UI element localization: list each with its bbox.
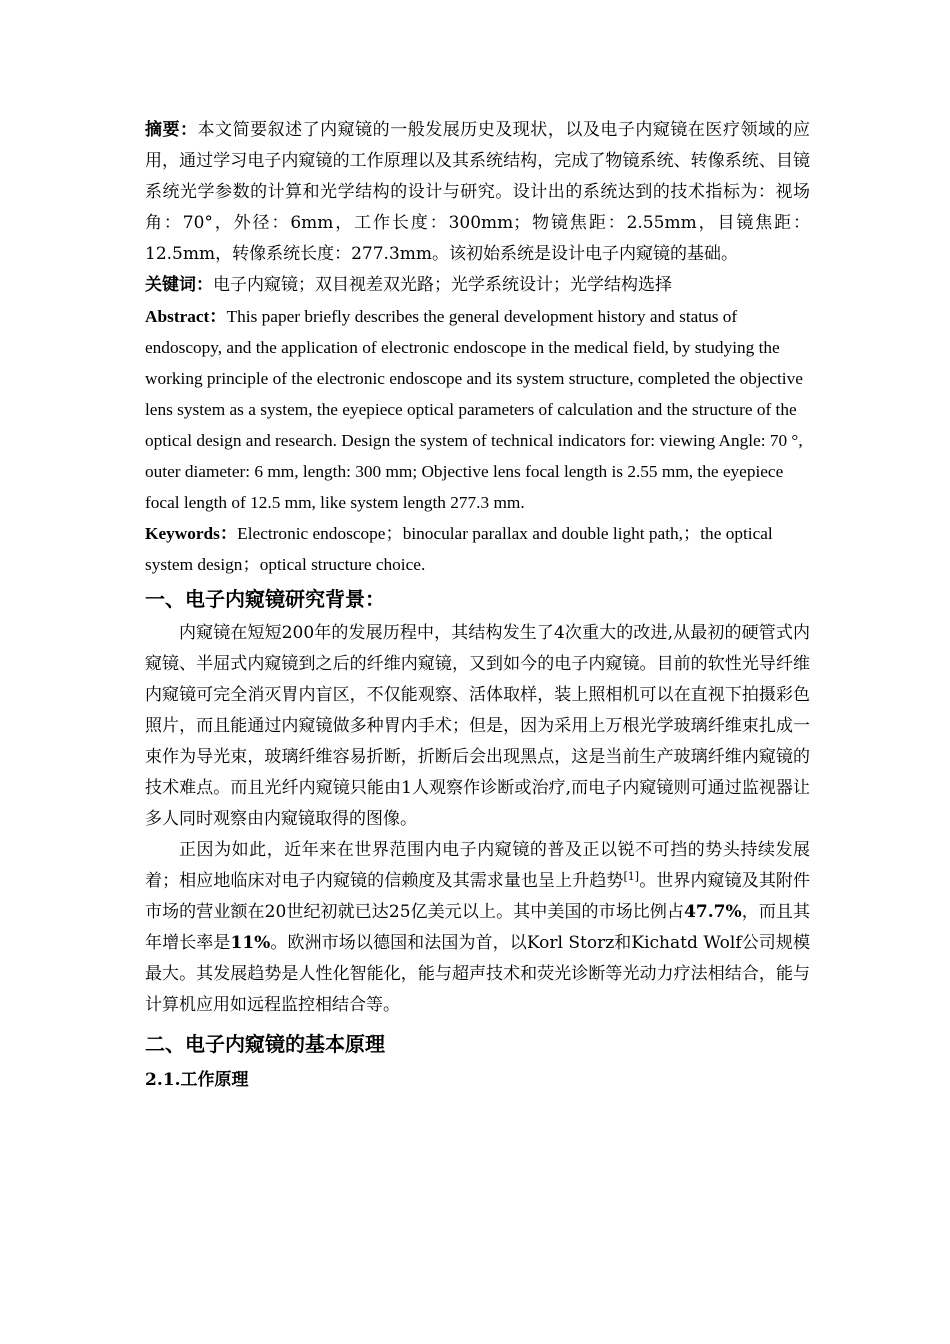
para2-text-a: 正因为如此，近年来在世界范围内电子内窥镜的普及正以锐不可挡的势头持续发展着；相应地临床对电子内窥镜的信赖度及其需求量也呈上升趋势 <box>145 840 810 891</box>
abstract-en <box>145 301 810 518</box>
keywords-cn-label: 关键词： <box>145 275 213 295</box>
document-page <box>145 115 810 1096</box>
keywords-cn <box>145 270 810 301</box>
keywords-en <box>145 518 810 580</box>
para2-text-b: 。世界内窥镜及其附件市场的营业额在20世纪初就已达25亿美元以上。其中美国的市场比例占 <box>145 871 811 922</box>
abstract-cn-label: 摘要： <box>145 120 198 140</box>
abstract-cn <box>145 115 810 270</box>
citation-ref: [1] <box>623 870 640 883</box>
section2-subheading: 2.1.工作原理 <box>145 1070 249 1090</box>
abstract-en-text: This paper briefly describes the general development history and status of endoscopy, and the application of electronic endoscope in the medical field, by studying the working principle of the electronic endoscope and its system structure, completed the objective lens system as a system, the eyepiece optical parameters of calculation and the structure of the optical design and research. Design the system of technical indicators for: viewing Angle: 70 °, outer diameter: 6 mm, length: 300 mm; Objective lens focal length is 2.55 mm, the eyepiece focal length of 12.5 mm, like system length 277.3 mm. <box>145 307 803 512</box>
keywords-en-text: Electronic endoscope；binocular parallax and double light path,；the optical system design；optical structure choice. <box>145 524 773 574</box>
abstract-cn-text: 本文简要叙述了内窥镜的一般发展历史及现状，以及电子内窥镜在医疗领域的应用，通过学习电子内窥镜的工作原理以及其系统结构，完成了物镜系统、转像系统、目镜系统光学参数的计算和光学结构的设计与研究。设计出的系统达到的技术指标为：视场角：70°，外径：6mm，工作长度：300mm；物镜焦距：2.55mm，目镜焦距：12.5mm，转像系统长度：277.3mm。该初始系统是设计电子内窥镜的基础。 <box>145 120 811 264</box>
keywords-cn-text: 电子内窥镜；双目视差双光路；光学系统设计；光学结构选择 <box>213 275 672 295</box>
section1-paragraph-1: 内窥镜在短短200年的发展历程中，其结构发生了4次重大的改进,从最初的硬管式内窥镜、半屈式内窥镜到之后的纤维内窥镜，又到如今的电子内窥镜。目前的软性光导纤维内窥镜可完全消灭胃内盲区，不仅能观察、活体取样，装上照相机可以在直视下拍摄彩色照片，而且能通过内窥镜做多种胃内手术；但是，因为采用上万根光学玻璃纤维束扎成一束作为导光束，玻璃纤维容易折断，折断后会出现黑点，这是当前生产玻璃纤维内窥镜的技术难点。而且光纤内窥镜只能由1人观察作诊断或治疗,而电子内窥镜则可通过监视器让多人同时观察由内窥镜取得的图像。 <box>145 623 810 829</box>
section2-heading: 二、电子内窥镜的基本原理 <box>145 1032 385 1056</box>
para2-text-c: ，而且其年增长率是 <box>145 902 811 953</box>
keywords-en-label: Keywords： <box>145 524 238 543</box>
para2-text-d: 。欧洲市场以德国和法国为首，以Korl Storz和Kichatd Wolf公司规模最大。其发展趋势是人性化智能化，能与超声技术和荧光诊断等光动力疗法相结合，能与计算机应用如远程监控相结合等。 <box>145 933 810 1015</box>
abstract-en-label: Abstract： <box>145 307 227 326</box>
para2-pct-us-share: 47.7% <box>684 902 742 922</box>
section1-paragraph-2 <box>145 835 810 1021</box>
section1-heading: 一、电子内窥镜研究背景： <box>145 587 385 611</box>
para2-pct-growth: 11% <box>230 933 271 953</box>
